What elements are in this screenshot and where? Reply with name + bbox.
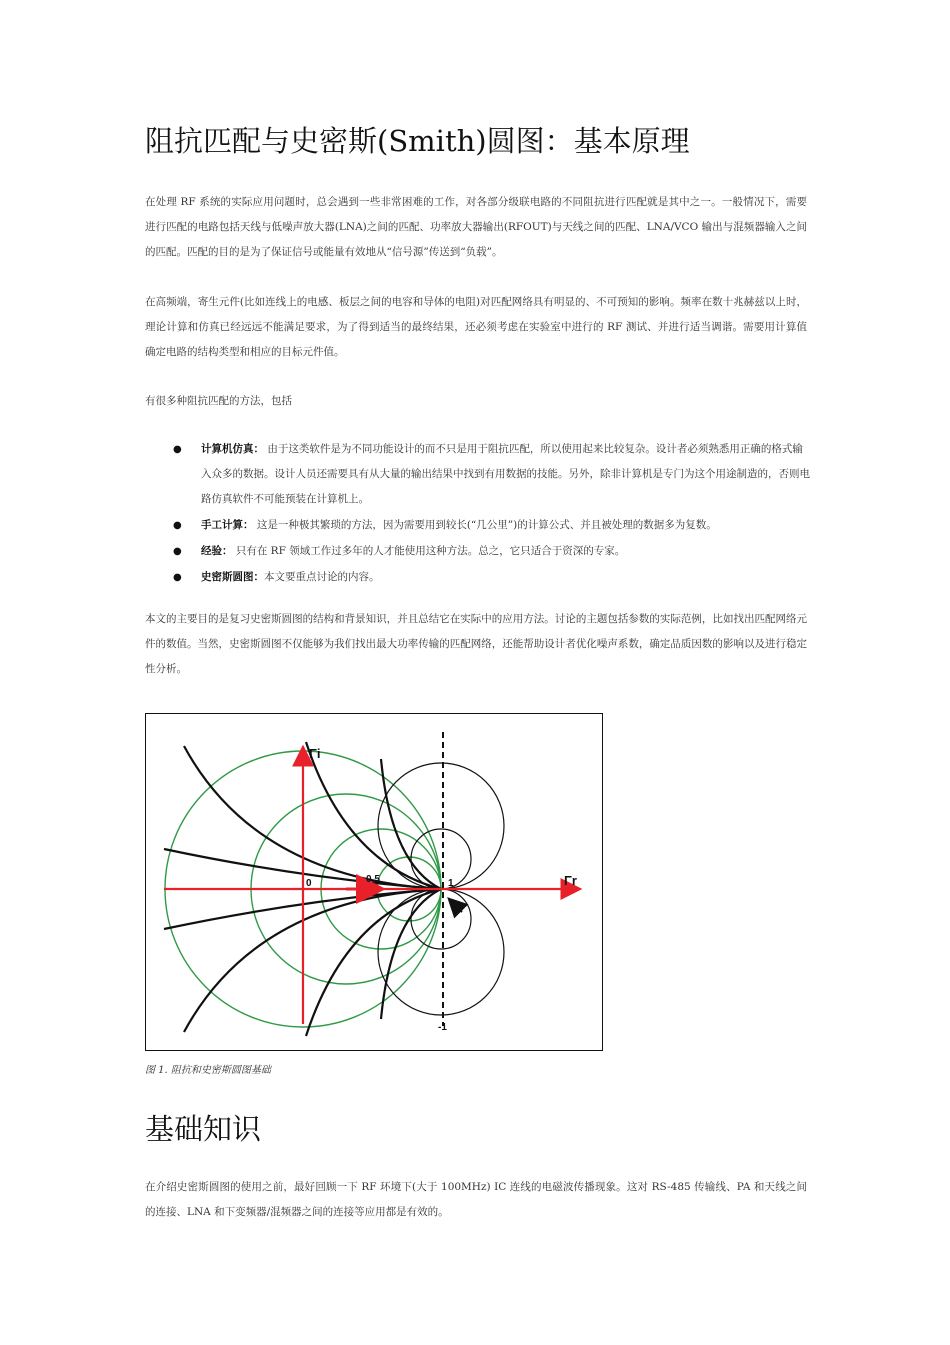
method-text: 由于这类软件是为不同功能设计的而不只是用于阻抗匹配，所以使用起来比较复杂。设计者必须熟悉用正确的格式输入众多的数据。设计人员还需要具有从大量的输出结果中找到有用数据的技能。另外，除非计算机是专门为这个用途制造的，否则电路仿真软件不可能预装在计算机上。 <box>201 443 810 505</box>
black-curve <box>184 746 441 889</box>
smith-chart-figure <box>145 713 603 1051</box>
method-text: 只有在 RF 领域工作过多年的人才能使用这种方法。总之，它只适合于资深的专家。 <box>232 545 626 557</box>
methods-intro-paragraph: 有很多种阻抗匹配的方法，包括 <box>145 395 292 407</box>
smith-chart-diagram <box>146 714 602 1050</box>
bullet-icon: ● <box>173 546 182 557</box>
bullet-icon: ● <box>173 572 182 583</box>
method-text: 这是一种极其繁琐的方法，因为需要用到较长(“几公里”)的计算公式、并且被处理的数据多为复数。 <box>253 519 717 531</box>
purpose-paragraph: 本文的主要目的是复习史密斯圆图的结构和背景知识，并且总结它在实际中的应用方法。讨论的主题包括参数的实际范例，比如找出匹配网络元件的数值。当然，史密斯圆图不仅能够为我们找出最大功率传输的匹配网络，还能帮助设计者优化噪声系数，确定品质因数的影响以及进行稳定性分析。 <box>145 613 807 675</box>
bullet-icon: ● <box>173 444 182 455</box>
half-label: 0.5 <box>366 874 380 885</box>
neg-one-label: -1 <box>438 1022 447 1033</box>
section-heading: 基础知识 <box>145 1112 262 1146</box>
one-label: 1 <box>448 878 454 889</box>
black-curve <box>381 759 441 889</box>
method-term: 计算机仿真： <box>201 443 264 455</box>
bullet-icon: ● <box>173 520 182 531</box>
method-term: 手工计算： <box>201 519 254 531</box>
list-item <box>145 565 810 590</box>
gamma-i-label: Γi <box>309 746 321 761</box>
arrow-icon <box>450 900 462 912</box>
black-curve <box>381 889 441 1019</box>
method-term: 史密斯圆图： <box>201 571 264 583</box>
list-item <box>145 513 810 538</box>
parasitic-paragraph: 在高频端，寄生元件(比如连线上的电感、板层之间的电容和导体的电阻)对匹配网络具有明显的、不可预知的影响。频率在数十兆赫兹以上时，理论计算和仿真已经远远不能满足要求，为了得到适当的最终结果，还必须考虑在实验室中进行的 RF 测试、并进行适当调谐。需要用计算值确定电路的结构类型和相应的目标元件值。 <box>145 296 807 358</box>
page-title: 阻抗匹配与史密斯(Smith)圆图：基本原理 <box>145 124 690 158</box>
figure-caption: 图 1. 阻抗和史密斯圆图基础 <box>145 1065 271 1076</box>
black-curve <box>184 889 441 1032</box>
method-term: 经验： <box>201 545 233 557</box>
basics-paragraph: 在介绍史密斯圆图的使用之前，最好回顾一下 RF 环境下(大于 100MHz) IC 连线的电磁波传播现象。这对 RS-485 传输线、PA 和天线之间的连接、LNA 和下变频器/混频器之间的连接等应用都是有效的。 <box>145 1181 807 1218</box>
zero-label: 0 <box>306 878 312 889</box>
list-item <box>145 539 810 564</box>
methods-list <box>145 437 810 591</box>
list-item <box>145 437 810 512</box>
intro-paragraph: 在处理 RF 系统的实际应用问题时，总会遇到一些非常困难的工作，对各部分级联电路的不同阻抗进行匹配就是其中之一。一般情况下，需要进行匹配的电路包括天线与低噪声放大器(LNA)之间的匹配、功率放大器输出(RFOUT)与天线之间的匹配、LNA/VCO 输出与混频器输入之间的匹配。匹配的目的是为了保证信号或能量有效地从“信号源”传送到“负载”。 <box>145 196 807 258</box>
gamma-r-label: Γr <box>564 873 577 888</box>
method-text: 本文要重点讨论的内容。 <box>264 571 380 583</box>
